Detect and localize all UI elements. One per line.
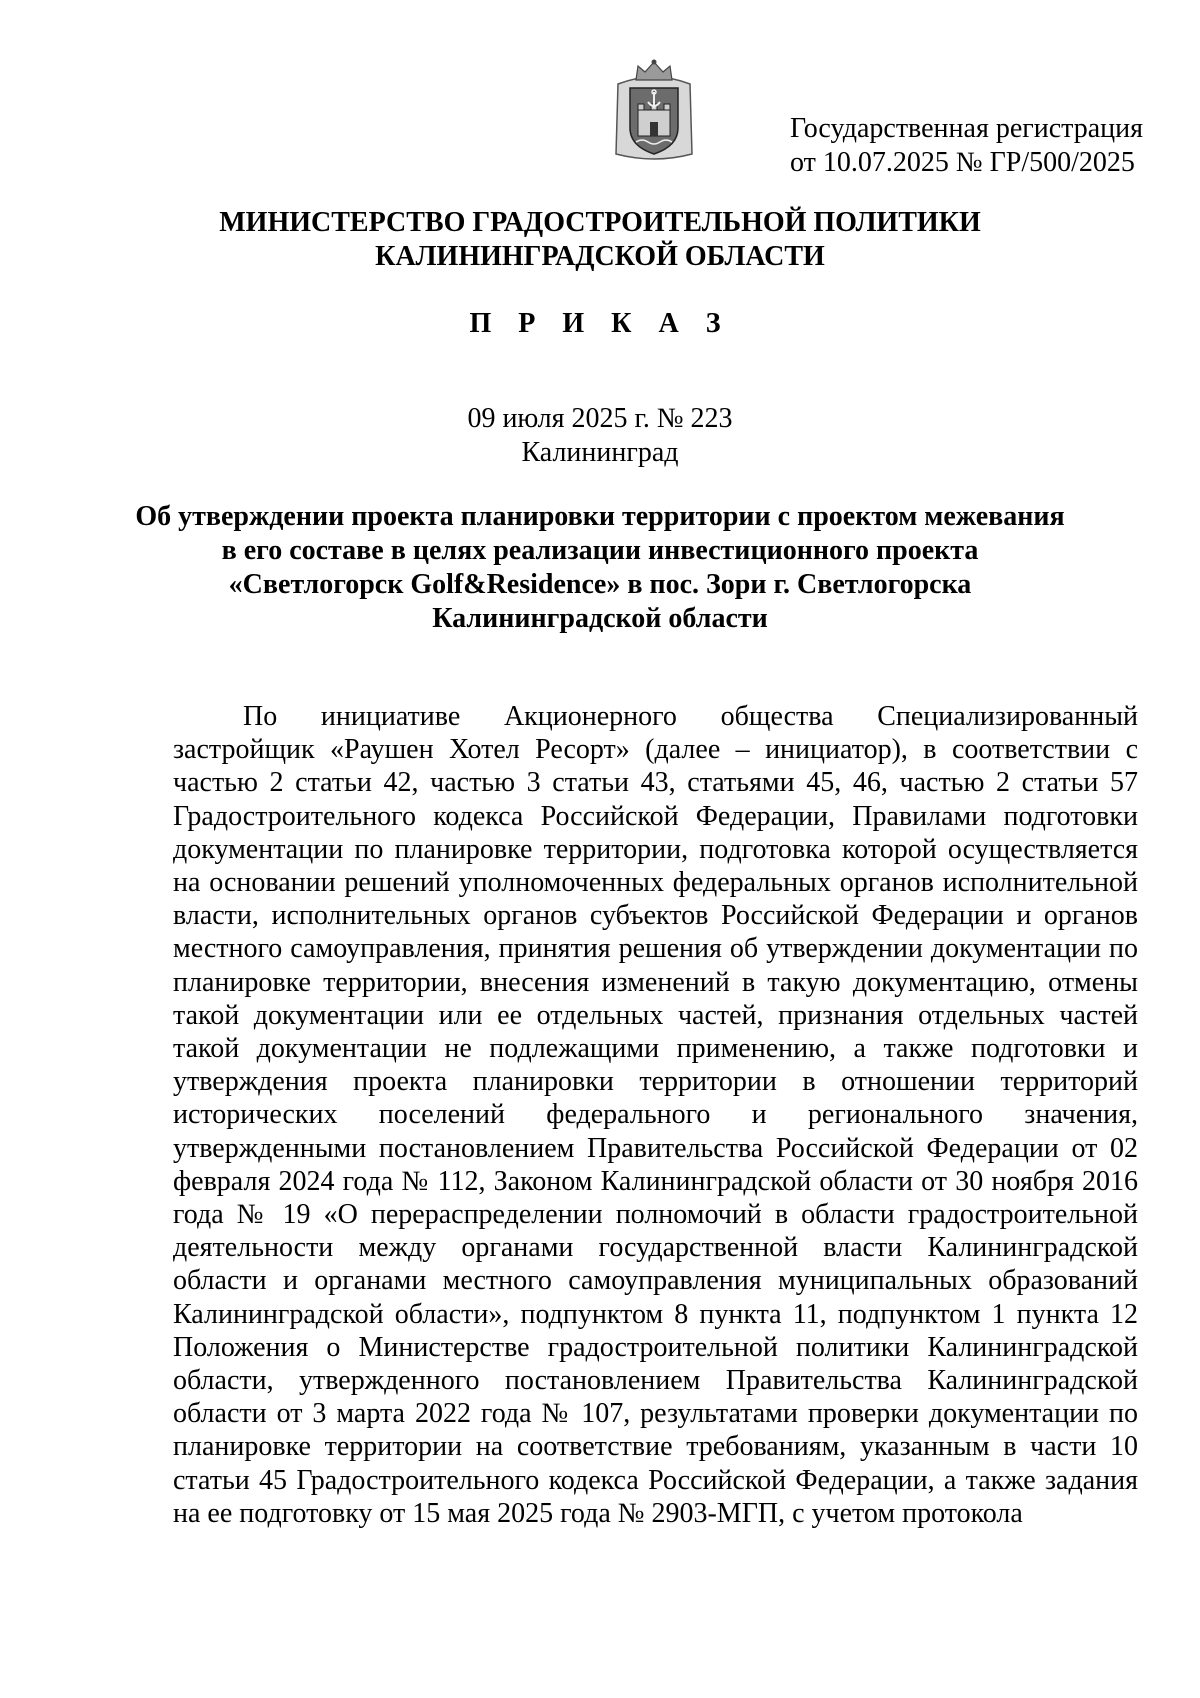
order-subject-line-2: в его составе в целях реализации инвестиционного проекта [221,535,979,566]
state-registration-block [790,112,1143,180]
order-subject-line-4: Калининградской области [432,603,768,634]
order-title: П Р И К А З [469,308,731,339]
ministry-heading-line-2: КАЛИНИНГРАДСКОЙ ОБЛАСТИ [375,241,825,272]
ministry-heading [0,206,1200,274]
order-subject-line-1: Об утверждении проекта планировки территории с проектом межевания [135,501,1065,532]
order-date-number: 09 июля 2025 г. № 223 [467,403,733,434]
order-subject [0,500,1200,636]
registration-number: от 10.07.2025 № ГР/500/2025 [790,147,1135,178]
order-date-block [0,402,1200,470]
order-city: Калининград [521,437,679,468]
coat-of-arms-emblem [612,58,696,166]
order-body-paragraph: По инициативе Акционерного общества Специализированный застройщик «Раушен Хотел Ресорт» (далее – инициатор), в соответствии с частью 2 статьи 42, частью 3 статьи 43, статьями 45, 46, частью 2 статьи 57 Градостроительного кодекса Российской Федерации, Правилами подготовки документации по планировке территории, подготовка которой осуществляется на основании решений уполномоченных федеральных органов исполнительной власти, исполнительных органов субъектов Российской Федерации и органов местного самоуправления, принятия решения об утверждении документации по планировке территории, внесения изменений в такую документацию, отмены такой документации или ее отдельных частей, признания отдельных частей такой документации не подлежащими применению, а также подготовки и утверждения проекта планировки территории в отношении территорий исторических поселений федерального и регионального значения, утвержденными постановлением Правительства Российской Федерации от 02 февраля 2024 года № 112, Законом Калининградской области от 30 ноября 2016 года № 19 «О перераспределении полномочий в области градостроительной деятельности между органами государственной власти Калининградской области и органами местного самоуправления муниципальных образований Калининградской области», подпунктом 8 пункта 11, подпунктом 1 пункта 12 Положения о Министерстве градостроительной политики Калининградской области, утвержденного постановлением Правительства Калининградской области от 3 марта 2022 года № 107, результатами проверки документации по планировке территории на соответствие требованиям, указанным в части 10 статьи 45 Градостроительного кодекса Российской Федерации, а также задания на ее подготовку от 15 мая 2025 года № 2903-МГП, с учетом протокола [173,701,1138,1529]
ministry-heading-line-1: МИНИСТЕРСТВО ГРАДОСТРОИТЕЛЬНОЙ ПОЛИТИКИ [219,207,981,238]
order-subject-line-3: «Светлогорск Golf&Residence» в пос. Зори г. Светлогорска [228,569,972,600]
registration-label: Государственная регистрация [790,113,1143,144]
